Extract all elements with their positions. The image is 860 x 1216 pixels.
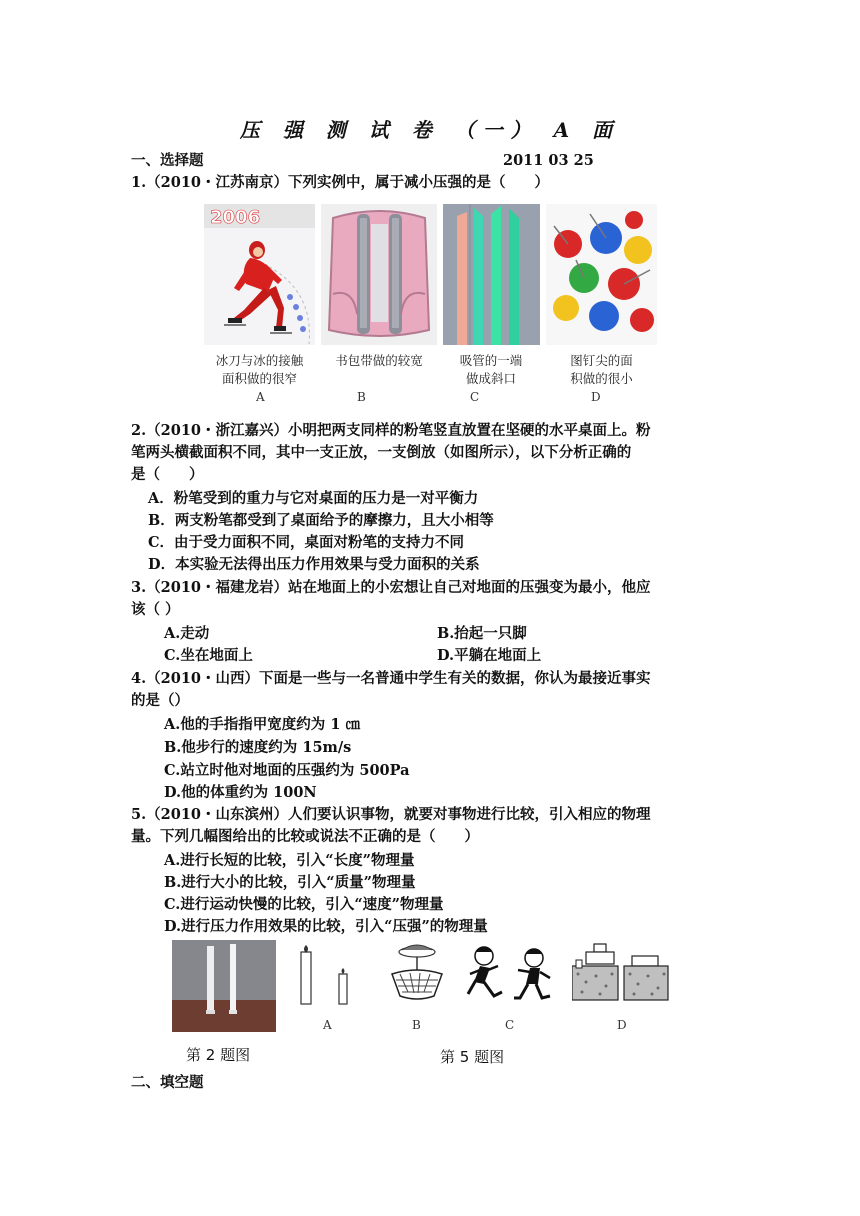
caption-b [321, 352, 437, 370]
question-4-line2: 的是（） [131, 692, 189, 709]
backpack-image [321, 204, 437, 345]
question-2-line1: 2.（2010・浙江嘉兴）小明把两支同样的粉笔竖直放置在坚硬的水平桌面上。粉 [131, 422, 651, 439]
question-4-line1: 4.（2010・山西）下面是一些与一名普通中学生有关的数据，你认为最接近事实 [131, 670, 651, 687]
svg-text:2006: 2006 [210, 207, 261, 228]
chalk-illustration [172, 940, 276, 1032]
question-5-line1: 5.（2010・山东滨州）人们要认识事物，就要对事物进行比较，引入相应的物理 [131, 806, 651, 823]
q5-figure-b-scale [384, 940, 450, 1006]
caption-d [546, 352, 657, 388]
straws-illustration [443, 204, 540, 345]
caption-a-line2: 面积做的很窄 [221, 371, 297, 386]
caption-d-line1: 图钉尖的面 [570, 353, 633, 368]
question-5-line2: 量。下列几幅图给出的比较或说法不正确的是（ ） [131, 828, 479, 845]
letter-b: B [357, 390, 366, 404]
question-2-option-b: B．两支粉笔都受到了桌面给予的摩擦力，且大小相等 [148, 512, 494, 529]
question-2-option-a: A．粉笔受到的重力与它对桌面的压力是一对平衡力 [148, 490, 479, 507]
q5-letter-c: C [505, 1018, 515, 1032]
question-3-option-b: B.抬起一只脚 [437, 625, 527, 642]
question-4-option-d: D.他的体重约为 100N [164, 784, 317, 801]
caption-c-line2: 做成斜口 [465, 371, 516, 386]
figure-5-caption: 第 5 题图 [440, 1048, 505, 1066]
q5-figure-c-runners [464, 944, 560, 1010]
question-5-option-c: C.进行运动快慢的比较，引入“速度”物理量 [164, 896, 444, 913]
q5-letter-d: D [617, 1018, 627, 1032]
question-3-option-a: A.走动 [164, 625, 210, 642]
question-4-option-c: C.站立时他对地面的压强约为 500Pa [164, 762, 410, 779]
caption-c [438, 352, 544, 388]
caption-a-line1: 冰刀与冰的接触 [215, 353, 304, 368]
q5-figure-d-sponges [572, 938, 670, 1008]
question-5-option-b: B.进行大小的比较，引入“质量”物理量 [164, 874, 416, 891]
question-5-option-d: D.进行压力作用效果的比较，引入“压强”的物理量 [164, 918, 488, 935]
skater-illustration [204, 204, 315, 345]
skater-image [204, 204, 315, 345]
question-3-line2: 该（ ） [131, 601, 180, 618]
question-1-stem: 1.（2010・江苏南京）下列实例中，属于减小压强的是（ ） [131, 174, 549, 191]
q5-figure-a-candles [295, 944, 355, 1008]
question-4-option-a: A.他的手指指甲宽度约为 1 ㎝ [164, 716, 360, 733]
question-5-option-a: A.进行长短的比较，引入“长度”物理量 [164, 852, 415, 869]
section-heading-choice: 一、选择题 [131, 152, 204, 169]
question-3-option-d: D.平躺在地面上 [437, 647, 542, 664]
question-2-option-d: D．本实验无法得出压力作用效果与受力面积的关系 [148, 556, 480, 573]
caption-d-line2: 积做的很小 [570, 371, 633, 386]
chalk-photo [172, 940, 276, 1032]
question-2-line2: 笔两头横截面积不同，其中一支正放，一支倒放（如图所示），以下分析正确的 [131, 444, 632, 461]
pushpins-illustration [546, 204, 657, 345]
caption-a [204, 352, 315, 388]
letter-a: A [256, 390, 265, 404]
page-title: 压 强 测 试 卷 （一） A 面 [239, 118, 621, 142]
pushpins-image [546, 204, 657, 345]
question-2-line3: 是（ ） [131, 466, 204, 483]
question-4-option-b: B.他步行的速度约为 15m/s [164, 739, 352, 756]
backpack-illustration [321, 204, 437, 345]
caption-c-line1: 吸管的一端 [459, 353, 523, 368]
q5-letter-b: B [412, 1018, 421, 1032]
figure-2-caption: 第 2 题图 [186, 1046, 251, 1064]
q5-letter-a: A [323, 1018, 332, 1032]
caption-b-line1: 书包带做的较宽 [335, 353, 423, 368]
question-2-option-c: C．由于受力面积不同，桌面对粉笔的支持力不同 [148, 534, 465, 551]
section-heading-fill: 二、填空题 [131, 1074, 204, 1091]
letter-d: D [591, 390, 601, 404]
test-date: 2011 03 25 [503, 152, 594, 169]
letter-c: C [470, 390, 480, 404]
straws-image [443, 204, 540, 345]
question-3-line1: 3.（2010・福建龙岩）站在地面上的小宏想让自己对地面的压强变为最小，他应 [131, 579, 651, 596]
question-3-option-c: C.坐在地面上 [164, 647, 253, 664]
